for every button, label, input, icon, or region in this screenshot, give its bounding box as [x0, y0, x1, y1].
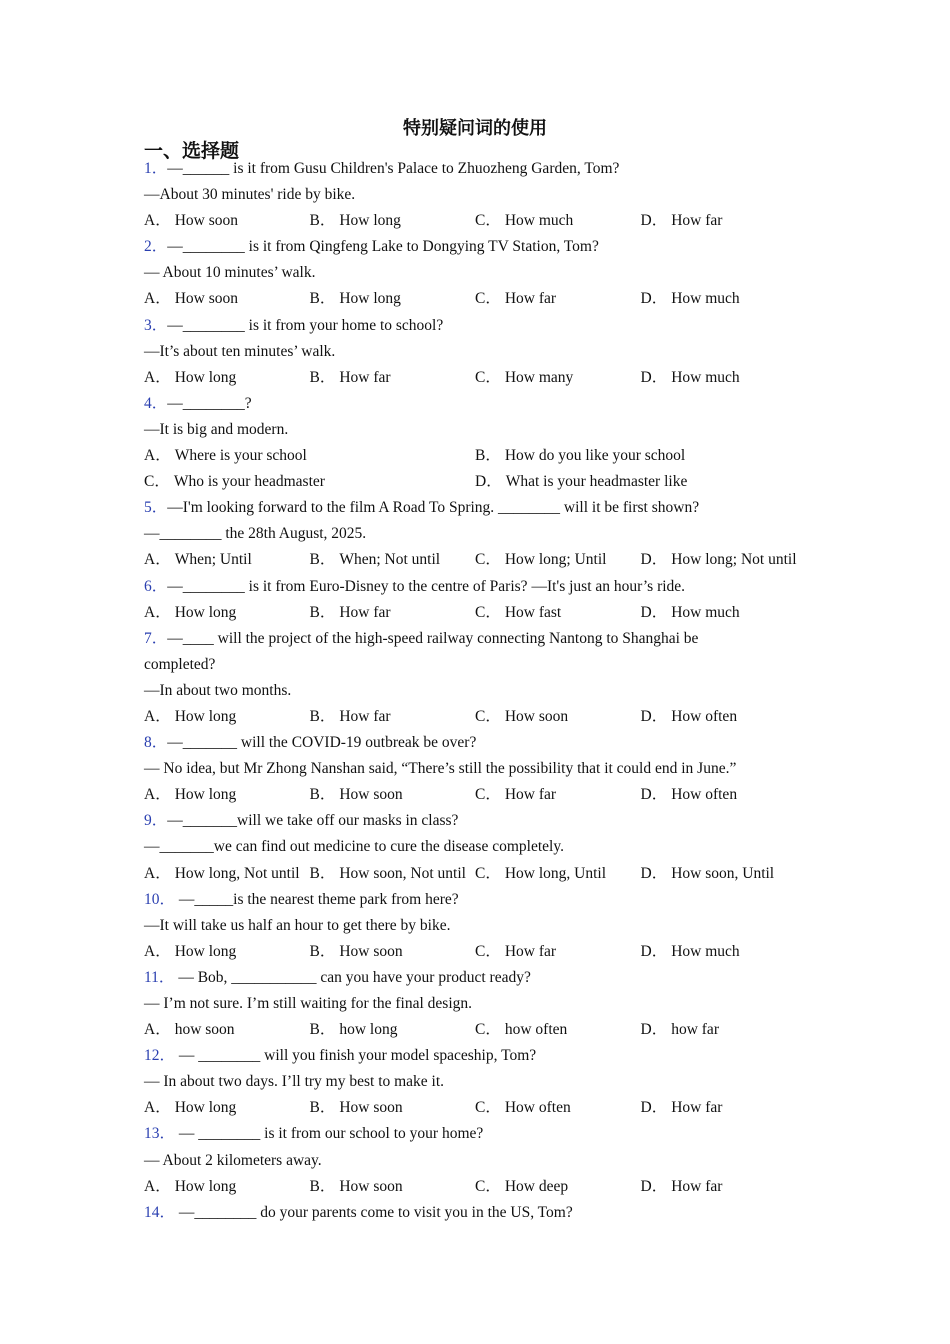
answer-option[interactable] [475, 861, 641, 887]
option-text: how far [671, 1021, 719, 1039]
option-text: How long, Until [504, 864, 607, 882]
option-letter: D． [640, 368, 668, 386]
option-letter: A． [144, 447, 171, 465]
question-text: —It will take us half an hour to get there by bike. [144, 916, 451, 934]
option-text: how soon [174, 1021, 235, 1039]
option-letter: C． [475, 1099, 501, 1117]
question-number: 8． [144, 734, 168, 752]
answer-option[interactable] [641, 1095, 807, 1121]
option-text: How soon [504, 707, 569, 725]
question-item [144, 626, 814, 730]
option-letter: B． [309, 1021, 336, 1039]
answer-option[interactable] [475, 704, 641, 730]
option-letter: B． [309, 1177, 336, 1195]
option-text: how often [504, 1021, 568, 1039]
option-text: How soon [339, 942, 403, 960]
option-letter: C． [475, 1021, 501, 1039]
question-text: —About 30 minutes' ride by bike. [144, 186, 356, 204]
answer-option[interactable] [144, 600, 310, 626]
option-letter: D． [640, 290, 668, 308]
option-letter: D． [640, 603, 668, 621]
answer-option[interactable] [310, 1174, 476, 1200]
option-letter: A． [144, 603, 171, 621]
answer-option[interactable] [144, 286, 310, 312]
option-letter: D． [640, 707, 668, 725]
option-letter: D． [475, 473, 502, 491]
option-text: How much [671, 942, 740, 960]
answer-option[interactable] [144, 365, 310, 391]
question-text: — I’m not sure. I’m still waiting for the final design. [144, 995, 473, 1012]
question-stem [144, 887, 814, 913]
option-text: How soon, Not until [339, 864, 466, 882]
option-letter: B． [309, 1099, 336, 1117]
question-number: 9． [144, 812, 168, 830]
option-letter: B． [309, 603, 336, 621]
question-stem [144, 1043, 814, 1069]
option-letter: D． [640, 942, 668, 960]
question-line [144, 1069, 814, 1095]
question-item [144, 887, 814, 965]
question-line [144, 339, 814, 365]
option-text: How soon [339, 786, 403, 804]
page-title: 特别疑问词的使用 [403, 118, 547, 139]
options-row [144, 704, 814, 730]
option-text: How long [339, 212, 401, 230]
option-letter: B． [309, 290, 336, 308]
option-text: What is your headmaster like [505, 473, 688, 491]
answer-option[interactable] [310, 365, 476, 391]
options-row [144, 365, 814, 391]
answer-option[interactable] [144, 1017, 310, 1043]
option-text: How long [174, 1099, 237, 1117]
question-stem [144, 313, 814, 339]
option-letter: A． [144, 1021, 171, 1039]
answer-option[interactable] [475, 1095, 641, 1121]
question-number: 5． [144, 499, 168, 517]
question-number: 12． [144, 1047, 176, 1065]
option-text: How long; Until [504, 551, 607, 569]
question-stem [144, 1200, 814, 1226]
answer-option[interactable] [310, 547, 476, 573]
question-text: — ________ will you finish your model spaceship, Tom? [175, 1047, 537, 1065]
question-number: 14． [144, 1203, 176, 1221]
options-row [144, 1095, 814, 1121]
question-line [144, 260, 814, 286]
option-letter: A． [144, 212, 171, 230]
option-letter: B． [309, 368, 336, 386]
question-line [144, 1148, 814, 1174]
question-stem [144, 156, 814, 182]
option-letter: B． [309, 707, 336, 725]
answer-option[interactable] [475, 286, 641, 312]
option-text: How long [339, 290, 401, 308]
option-text: How far [671, 1099, 723, 1117]
option-letter: A． [144, 786, 171, 804]
question-text: — No idea, but Mr Zhong Nanshan said, “There’s still the possibility that it could end in June.” [144, 760, 737, 778]
answer-option[interactable] [144, 704, 310, 730]
answer-option[interactable] [310, 286, 476, 312]
answer-option[interactable] [475, 1017, 641, 1043]
answer-option[interactable] [144, 443, 475, 469]
question-text: — ________ is it from our school to your home? [175, 1125, 484, 1143]
question-line [144, 834, 814, 860]
option-letter: B． [309, 212, 336, 230]
answer-option[interactable] [475, 1174, 641, 1200]
question-item [144, 156, 814, 234]
question-number: 11． [144, 968, 175, 986]
question-stem [144, 808, 814, 834]
question-stem [144, 495, 814, 521]
option-letter: C． [475, 707, 501, 725]
answer-option[interactable] [641, 939, 807, 965]
question-text: —It is big and modern. [144, 420, 289, 438]
answer-option[interactable] [475, 365, 641, 391]
question-text: — In about two days. I’ll try my best to make it. [144, 1073, 445, 1091]
answer-option[interactable] [641, 782, 807, 808]
answer-option[interactable] [310, 600, 476, 626]
option-text: How much [671, 290, 740, 308]
answer-option[interactable] [641, 365, 807, 391]
question-number: 1． [144, 160, 168, 177]
option-letter: B． [309, 786, 336, 804]
answer-option[interactable] [641, 600, 807, 626]
option-letter: C． [144, 473, 170, 491]
option-letter: C． [475, 1177, 501, 1195]
answer-option[interactable] [475, 469, 806, 495]
options-row [144, 1174, 814, 1200]
option-letter: C． [475, 603, 501, 621]
option-letter: C． [475, 942, 501, 960]
answer-option[interactable] [641, 861, 807, 887]
option-text: How much [671, 603, 740, 621]
options-row [144, 469, 814, 495]
question-text: —______ is it from Gusu Children's Palace to Zhuozheng Garden, Tom? [167, 160, 620, 177]
question-line [144, 182, 814, 208]
question-text: —________? [167, 394, 252, 412]
question-item [144, 495, 814, 573]
question-text: —_______will we take off our masks in class? [167, 812, 459, 830]
option-letter: D． [640, 864, 668, 882]
question-text: —In about two months. [144, 681, 292, 699]
option-text: How soon, Until [671, 864, 775, 882]
answer-option[interactable] [144, 782, 310, 808]
option-letter: B． [309, 551, 336, 569]
option-letter: D． [640, 212, 668, 230]
question-text: —________ is it from your home to school? [167, 316, 444, 334]
option-letter: D． [640, 1099, 668, 1117]
question-item [144, 1200, 814, 1226]
question-text: —________ is it from Qingfeng Lake to Dongying TV Station, Tom? [167, 238, 599, 256]
answer-option[interactable] [475, 600, 641, 626]
question-text: —________ do your parents come to visit you in the US, Tom? [175, 1203, 573, 1221]
option-text: When; Until [174, 551, 252, 569]
answer-option[interactable] [310, 704, 476, 730]
answer-option[interactable] [144, 1174, 310, 1200]
options-row [144, 443, 814, 469]
option-text: How long [174, 707, 237, 725]
option-text: When; Not until [339, 551, 441, 569]
option-text: How long [174, 942, 237, 960]
option-letter: B． [309, 864, 336, 882]
option-text: How soon [339, 1099, 403, 1117]
answer-option[interactable] [641, 547, 807, 573]
answer-option[interactable] [310, 782, 476, 808]
options-row [144, 208, 814, 234]
question-text: —_______ will the COVID-19 outbreak be over? [167, 734, 477, 752]
question-stem [144, 574, 814, 600]
option-letter: B． [309, 942, 336, 960]
question-text: —_______we can find out medicine to cure the disease completely. [144, 838, 564, 856]
option-letter: C． [475, 551, 501, 569]
answer-option[interactable] [144, 1095, 310, 1121]
answer-option[interactable] [144, 208, 310, 234]
options-row [144, 286, 814, 312]
question-item [144, 1121, 814, 1199]
option-text: How often [671, 707, 738, 725]
question-stem [144, 1121, 814, 1147]
question-item [144, 391, 814, 495]
question-item [144, 965, 814, 1043]
options-row [144, 1017, 814, 1043]
option-letter: D． [640, 1177, 668, 1195]
question-text: — Bob, ___________ can you have your product ready? [174, 968, 531, 986]
option-letter: A． [144, 864, 171, 882]
option-text: How long [174, 603, 237, 621]
option-text: How many [504, 368, 574, 386]
question-number: 4． [144, 394, 168, 412]
option-text: How soon [174, 290, 238, 308]
question-text: —________ is it from Euro-Disney to the centre of Paris? —It's just an hour’s ride. [167, 577, 686, 595]
option-text: How far [339, 603, 391, 621]
question-text: —It’s about ten minutes’ walk. [144, 342, 336, 360]
options-row [144, 782, 814, 808]
question-stem [144, 965, 814, 991]
question-line [144, 652, 814, 678]
question-number: 2． [144, 238, 168, 256]
option-text: How long, Not until [174, 864, 300, 882]
answer-option[interactable] [310, 861, 476, 887]
question-stem [144, 730, 814, 756]
question-item [144, 1043, 814, 1121]
option-text: How do you like your school [504, 447, 686, 465]
option-text: How long [174, 786, 237, 804]
question-text: — About 2 kilometers away. [144, 1151, 322, 1169]
question-text: —_____is the nearest theme park from here? [175, 890, 459, 908]
answer-option[interactable] [310, 1095, 476, 1121]
answer-option[interactable] [144, 469, 475, 495]
option-text: How much [504, 212, 574, 230]
option-text: How far [339, 707, 391, 725]
answer-option[interactable] [641, 1174, 807, 1200]
option-letter: C． [475, 864, 501, 882]
options-row [144, 600, 814, 626]
option-text: How far [671, 1177, 723, 1195]
option-text: how long [339, 1021, 398, 1039]
question-item [144, 574, 814, 626]
option-text: Where is your school [174, 447, 307, 465]
question-line [144, 417, 814, 443]
question-stem [144, 626, 814, 652]
option-text: Who is your headmaster [173, 473, 325, 491]
answer-option[interactable] [310, 939, 476, 965]
question-stem [144, 234, 814, 260]
question-item [144, 313, 814, 391]
option-text: How far [504, 290, 557, 308]
option-text: How far [671, 212, 723, 230]
question-number: 3． [144, 316, 168, 334]
options-row [144, 547, 814, 573]
option-letter: D． [640, 1021, 668, 1039]
question-line [144, 991, 814, 1017]
answer-option[interactable] [475, 443, 806, 469]
option-text: How long [174, 368, 237, 386]
question-item [144, 234, 814, 312]
answer-option[interactable] [475, 939, 641, 965]
question-number: 10． [144, 890, 176, 908]
question-list [144, 156, 814, 1226]
question-number: 6． [144, 577, 168, 595]
answer-option[interactable] [475, 208, 641, 234]
option-text: How often [504, 1099, 571, 1117]
answer-option[interactable] [144, 939, 310, 965]
question-item [144, 808, 814, 886]
answer-option[interactable] [144, 861, 310, 887]
question-line [144, 913, 814, 939]
options-row [144, 939, 814, 965]
question-text: — About 10 minutes’ walk. [144, 264, 316, 282]
option-letter: A． [144, 942, 171, 960]
option-text: How deep [504, 1177, 569, 1195]
answer-option[interactable] [641, 1017, 807, 1043]
answer-option[interactable] [144, 547, 310, 573]
option-text: How much [671, 368, 740, 386]
question-text: completed? [144, 655, 216, 673]
option-text: How often [671, 786, 738, 804]
answer-option[interactable] [310, 208, 476, 234]
option-text: How far [339, 368, 391, 386]
option-letter: D． [640, 786, 668, 804]
option-letter: C． [475, 368, 501, 386]
option-letter: A． [144, 1177, 171, 1195]
option-text: How far [504, 786, 557, 804]
question-number: 13． [144, 1125, 176, 1143]
question-item [144, 730, 814, 808]
question-stem [144, 391, 814, 417]
answer-option[interactable] [310, 1017, 476, 1043]
option-letter: A． [144, 707, 171, 725]
question-number: 7． [144, 629, 168, 647]
question-text: —I'm looking forward to the film A Road To Spring. ________ will it be first shown? [167, 499, 700, 517]
option-letter: C． [475, 786, 501, 804]
option-text: How far [504, 942, 557, 960]
options-row [144, 861, 814, 887]
question-line [144, 756, 814, 782]
question-line [144, 521, 814, 547]
option-letter: A． [144, 290, 171, 308]
question-text: —________ the 28th August, 2025. [144, 525, 367, 543]
option-letter: D． [640, 551, 668, 569]
option-text: How soon [174, 212, 238, 230]
option-letter: B． [475, 447, 501, 465]
option-text: How fast [504, 603, 562, 621]
option-text: How soon [339, 1177, 403, 1195]
option-letter: A． [144, 1099, 171, 1117]
option-letter: C． [475, 212, 501, 230]
section-title: 一、选择题 [144, 140, 240, 162]
option-letter: C． [475, 290, 501, 308]
option-text: How long [174, 1177, 237, 1195]
option-text: How long; Not until [671, 551, 797, 569]
question-line [144, 678, 814, 704]
answer-option[interactable] [641, 208, 807, 234]
answer-option[interactable] [475, 782, 641, 808]
answer-option[interactable] [641, 286, 807, 312]
question-text: —____ will the project of the high-speed railway connecting Nantong to Shanghai be [167, 629, 699, 647]
answer-option[interactable] [641, 704, 807, 730]
answer-option[interactable] [475, 547, 641, 573]
option-letter: A． [144, 368, 171, 386]
option-letter: A． [144, 551, 171, 569]
